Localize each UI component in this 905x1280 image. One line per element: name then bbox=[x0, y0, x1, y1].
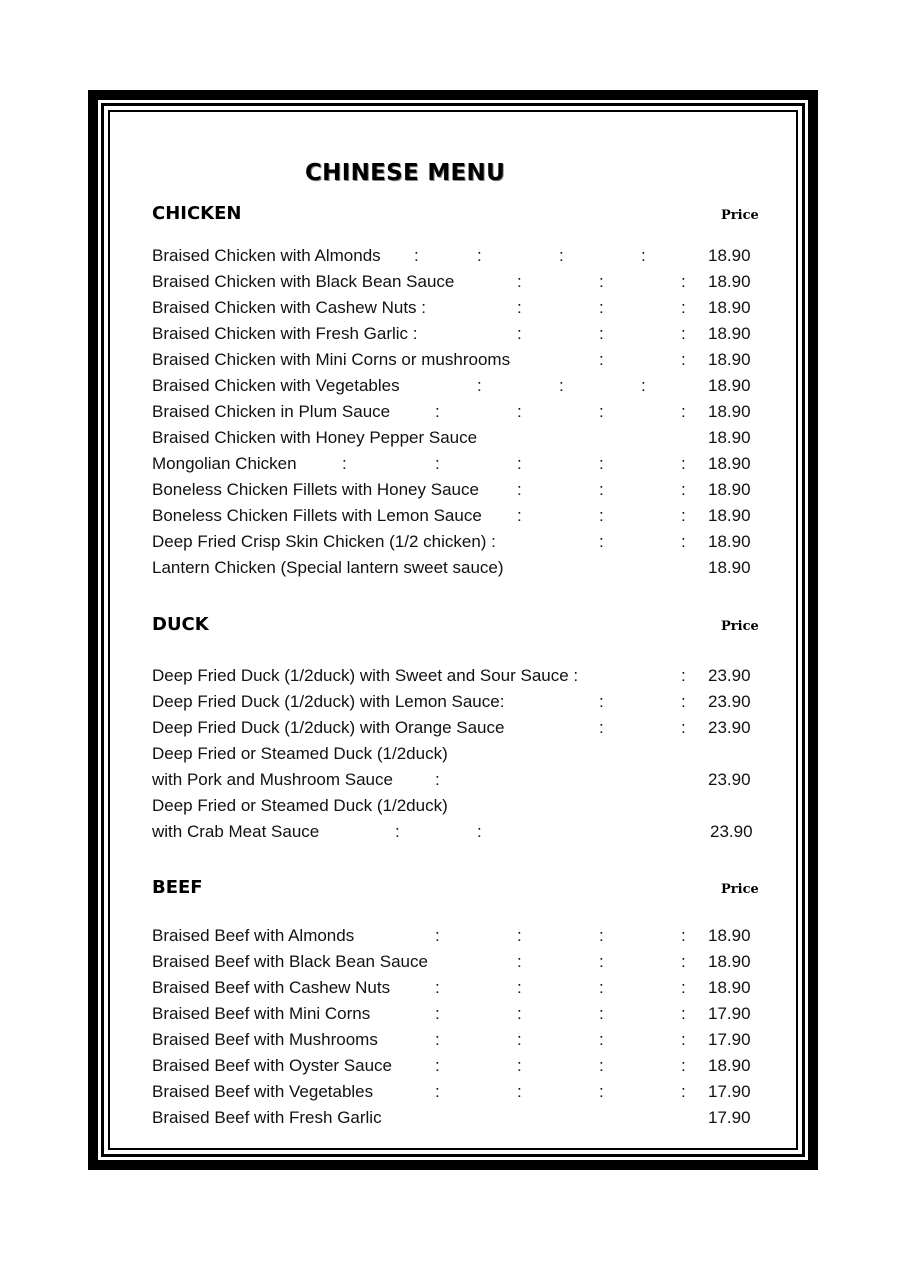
leader-colon: : bbox=[559, 376, 564, 395]
leader-colon: : bbox=[599, 272, 604, 291]
leader-colon: : bbox=[681, 1082, 686, 1101]
item-price: 18.90 bbox=[708, 480, 751, 499]
item-name: Braised Beef with Cashew Nuts bbox=[152, 978, 391, 997]
item-price: 18.90 bbox=[708, 428, 751, 447]
leader-colon: : bbox=[395, 822, 400, 841]
item-name: Braised Beef with Black Bean Sauce bbox=[152, 952, 428, 971]
leader-colon: : bbox=[517, 402, 522, 421]
leader-colon: : bbox=[681, 402, 686, 421]
item-name: Braised Chicken with Vegetables bbox=[152, 376, 400, 395]
leader-colon: : bbox=[517, 926, 522, 945]
leader-colon: : bbox=[435, 454, 440, 473]
item-price: 18.90 bbox=[708, 978, 751, 997]
item-price: 18.90 bbox=[708, 1056, 751, 1075]
item-name: Braised Chicken with Fresh Garlic : bbox=[152, 324, 418, 343]
leader-colon: : bbox=[517, 1082, 522, 1101]
leader-colon: : bbox=[517, 1004, 522, 1023]
leader-colon: : bbox=[681, 978, 686, 997]
item-price: 18.90 bbox=[708, 532, 751, 551]
item-price: 18.90 bbox=[708, 402, 751, 421]
menu-item bbox=[152, 1106, 762, 1130]
leader-colon: : bbox=[681, 1056, 686, 1075]
leader-colon: : bbox=[681, 1030, 686, 1049]
menu-item bbox=[152, 664, 762, 688]
item-name: Deep Fried Duck (1/2duck) with Lemon Sauce: bbox=[152, 692, 505, 711]
item-price: 23.90 bbox=[708, 692, 751, 711]
item-price: 18.90 bbox=[708, 376, 751, 395]
leader-colon: : bbox=[681, 1004, 686, 1023]
leader-colon: : bbox=[517, 454, 522, 473]
leader-colon: : bbox=[599, 952, 604, 971]
item-name: Braised Beef with Oyster Sauce bbox=[152, 1056, 393, 1075]
leader-colon: : bbox=[681, 718, 686, 737]
leader-colon: : bbox=[342, 454, 347, 473]
leader-colon: : bbox=[435, 1030, 440, 1049]
leader-colon: : bbox=[517, 272, 522, 291]
section-heading-chicken: CHICKEN bbox=[152, 203, 242, 224]
leader-colon: : bbox=[599, 506, 604, 525]
menu-item bbox=[152, 452, 762, 476]
leader-colon: : bbox=[517, 324, 522, 343]
leader-colon: : bbox=[517, 1056, 522, 1075]
item-name: Braised Chicken with Honey Pepper Sauce bbox=[152, 428, 478, 447]
item-name: Braised Beef with Vegetables bbox=[152, 1082, 374, 1101]
item-name: Braised Beef with Mushrooms bbox=[152, 1030, 378, 1049]
item-name: Mongolian Chicken bbox=[152, 454, 297, 473]
item-price: 23.90 bbox=[710, 822, 753, 841]
leader-colon: : bbox=[517, 1030, 522, 1049]
leader-colon: : bbox=[681, 692, 686, 711]
leader-colon: : bbox=[599, 298, 604, 317]
leader-colon: : bbox=[681, 324, 686, 343]
item-price: 17.90 bbox=[708, 1082, 751, 1101]
item-name: Deep Fried or Steamed Duck (1/2duck) bbox=[152, 744, 448, 763]
menu-item bbox=[152, 426, 762, 450]
leader-colon: : bbox=[681, 454, 686, 473]
item-name: Braised Chicken with Mini Corns or mushrooms bbox=[152, 350, 511, 369]
menu-item bbox=[152, 270, 762, 294]
menu-item bbox=[152, 976, 762, 1000]
item-price: 18.90 bbox=[708, 324, 751, 343]
item-price: 23.90 bbox=[708, 718, 751, 737]
leader-colon: : bbox=[477, 822, 482, 841]
item-price: 18.90 bbox=[708, 350, 751, 369]
menu-item bbox=[152, 348, 762, 372]
leader-colon: : bbox=[599, 1082, 604, 1101]
item-name: Braised Chicken with Black Bean Sauce bbox=[152, 272, 455, 291]
leader-colon: : bbox=[517, 506, 522, 525]
item-price: 23.90 bbox=[708, 666, 751, 685]
menu-item bbox=[152, 716, 762, 740]
leader-colon: : bbox=[477, 246, 482, 265]
item-price: 18.90 bbox=[708, 558, 751, 577]
leader-colon: : bbox=[477, 376, 482, 395]
menu-item bbox=[152, 530, 762, 554]
item-price: 18.90 bbox=[708, 454, 751, 473]
leader-colon: : bbox=[435, 926, 440, 945]
leader-colon: : bbox=[599, 480, 604, 499]
leader-colon: : bbox=[599, 1056, 604, 1075]
item-name: Boneless Chicken Fillets with Honey Sauce bbox=[152, 480, 479, 499]
leader-colon: : bbox=[641, 246, 646, 265]
item-price: 23.90 bbox=[708, 770, 751, 789]
leader-colon: : bbox=[414, 246, 419, 265]
leader-colon: : bbox=[599, 926, 604, 945]
leader-colon: : bbox=[599, 1030, 604, 1049]
leader-colon: : bbox=[681, 272, 686, 291]
item-price: 18.90 bbox=[708, 952, 751, 971]
item-name: Braised Beef with Fresh Garlic bbox=[152, 1108, 382, 1127]
menu-item-continued bbox=[152, 768, 762, 792]
menu-item bbox=[152, 322, 762, 346]
leader-colon: : bbox=[599, 350, 604, 369]
item-name: Braised Beef with Mini Corns bbox=[152, 1004, 371, 1023]
menu-item bbox=[152, 478, 762, 502]
leader-colon: : bbox=[599, 1004, 604, 1023]
leader-colon: : bbox=[599, 692, 604, 711]
item-name-continued: with Crab Meat Sauce bbox=[152, 822, 320, 841]
leader-colon: : bbox=[517, 978, 522, 997]
leader-colon: : bbox=[599, 532, 604, 551]
item-price: 17.90 bbox=[708, 1030, 751, 1049]
menu-item bbox=[152, 244, 762, 268]
leader-colon: : bbox=[435, 402, 440, 421]
item-name: Deep Fried Duck (1/2duck) with Sweet and Sour Sauce : bbox=[152, 666, 579, 685]
item-price: 18.90 bbox=[708, 298, 751, 317]
menu-item bbox=[152, 690, 762, 714]
price-heading-chicken: Price bbox=[721, 208, 759, 223]
menu-item bbox=[152, 1080, 762, 1104]
menu-item bbox=[152, 950, 762, 974]
menu-item bbox=[152, 504, 762, 528]
item-name: Braised Chicken in Plum Sauce bbox=[152, 402, 391, 421]
menu-item bbox=[152, 1054, 762, 1078]
menu-item bbox=[152, 400, 762, 424]
leader-colon: : bbox=[599, 454, 604, 473]
leader-colon: : bbox=[435, 770, 440, 789]
item-name-continued: with Pork and Mushroom Sauce bbox=[152, 770, 393, 789]
menu-item bbox=[152, 374, 762, 398]
price-heading-duck: Price bbox=[721, 619, 759, 634]
leader-colon: : bbox=[641, 376, 646, 395]
price-heading-beef: Price bbox=[721, 882, 759, 897]
menu-item bbox=[152, 1002, 762, 1026]
leader-colon: : bbox=[681, 532, 686, 551]
item-name: Braised Chicken with Almonds bbox=[152, 246, 381, 265]
section-heading-beef: BEEF bbox=[152, 877, 203, 898]
leader-colon: : bbox=[435, 1082, 440, 1101]
menu-item bbox=[152, 1028, 762, 1052]
leader-colon: : bbox=[517, 298, 522, 317]
item-name: Lantern Chicken (Special lantern sweet sauce) bbox=[152, 558, 504, 577]
leader-colon: : bbox=[559, 246, 564, 265]
leader-colon: : bbox=[517, 480, 522, 499]
item-name: Braised Beef with Almonds bbox=[152, 926, 355, 945]
leader-colon: : bbox=[599, 978, 604, 997]
leader-colon: : bbox=[681, 952, 686, 971]
leader-colon: : bbox=[681, 666, 686, 685]
menu-item bbox=[152, 556, 762, 580]
item-name: Deep Fried Crisp Skin Chicken (1/2 chicken) : bbox=[152, 532, 496, 551]
menu-item-continued bbox=[152, 820, 762, 844]
leader-colon: : bbox=[681, 350, 686, 369]
item-price: 18.90 bbox=[708, 272, 751, 291]
leader-colon: : bbox=[681, 480, 686, 499]
section-heading-duck: DUCK bbox=[152, 614, 209, 635]
menu-title: CHINESE MENU bbox=[305, 160, 506, 186]
leader-colon: : bbox=[681, 926, 686, 945]
item-price: 18.90 bbox=[708, 926, 751, 945]
leader-colon: : bbox=[435, 1004, 440, 1023]
leader-colon: : bbox=[681, 506, 686, 525]
leader-colon: : bbox=[435, 1056, 440, 1075]
item-name: Deep Fried or Steamed Duck (1/2duck) bbox=[152, 796, 448, 815]
item-price: 18.90 bbox=[708, 246, 751, 265]
menu-item bbox=[152, 742, 762, 766]
item-name: Braised Chicken with Cashew Nuts : bbox=[152, 298, 427, 317]
leader-colon: : bbox=[435, 978, 440, 997]
item-name: Deep Fried Duck (1/2duck) with Orange Sauce bbox=[152, 718, 505, 737]
menu-item bbox=[152, 794, 762, 818]
leader-colon: : bbox=[599, 402, 604, 421]
item-price: 17.90 bbox=[708, 1004, 751, 1023]
leader-colon: : bbox=[681, 298, 686, 317]
item-name: Boneless Chicken Fillets with Lemon Sauce bbox=[152, 506, 482, 525]
leader-colon: : bbox=[599, 718, 604, 737]
menu-item bbox=[152, 924, 762, 948]
menu-item bbox=[152, 296, 762, 320]
leader-colon: : bbox=[517, 952, 522, 971]
item-price: 17.90 bbox=[708, 1108, 751, 1127]
item-price: 18.90 bbox=[708, 506, 751, 525]
leader-colon: : bbox=[599, 324, 604, 343]
